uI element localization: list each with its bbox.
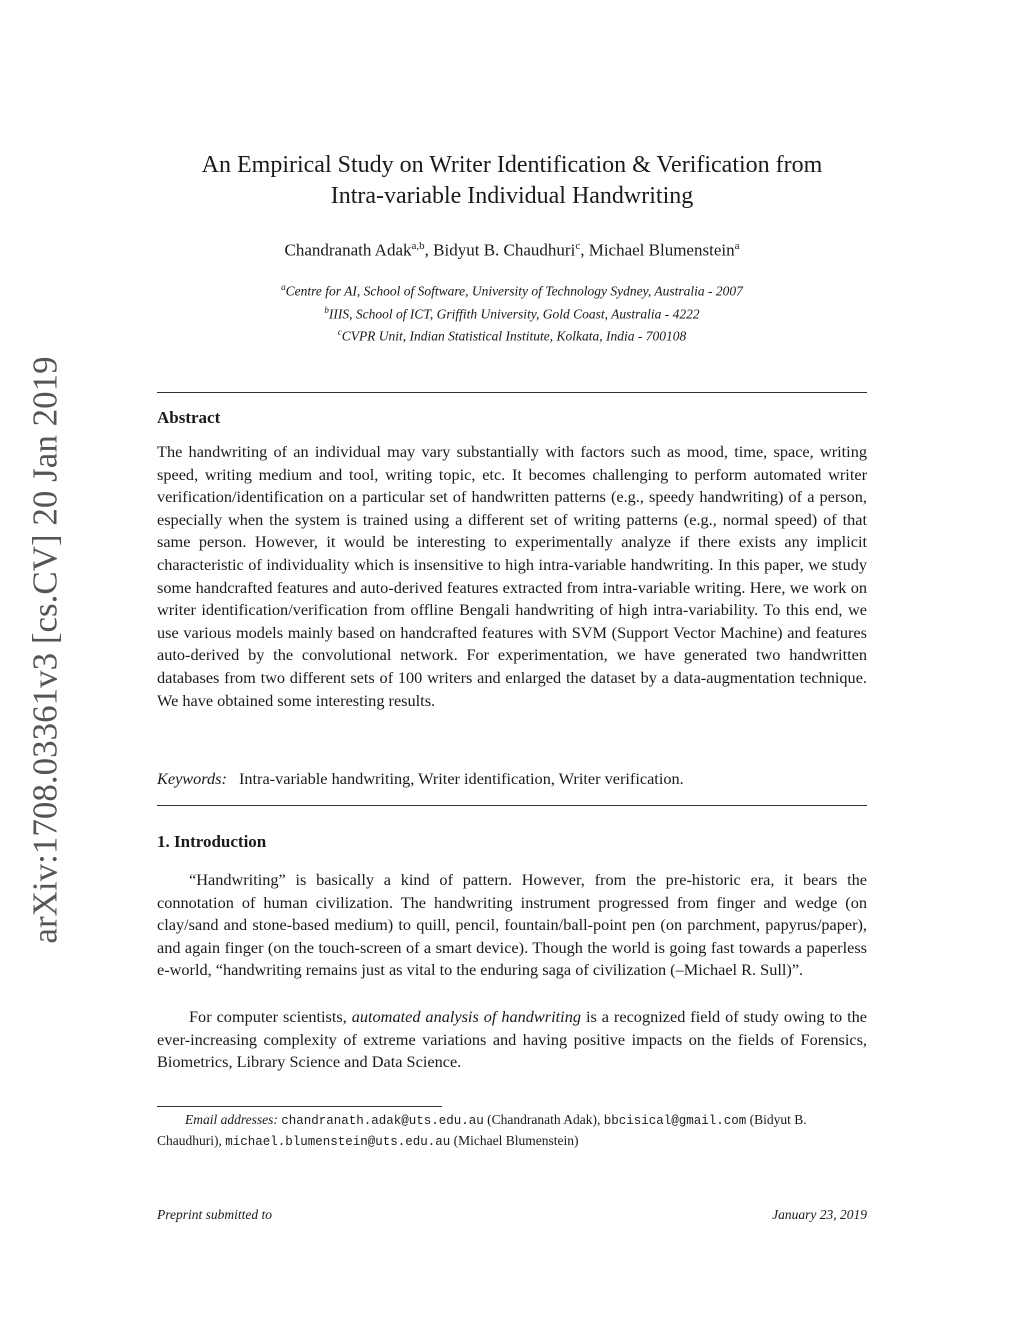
arxiv-identifier[interactable]: arXiv:1708.03361v3 [cs.CV] 20 Jan 2019 bbox=[26, 356, 65, 944]
arxiv-sidebar bbox=[16, 356, 76, 944]
section-heading-introduction: 1. Introduction bbox=[157, 832, 267, 851]
affiliation-text: IIIS, School of ICT, Griffith University, Gold Coast, Australia - 4222 bbox=[328, 306, 700, 321]
author-name: Bidyut B. Chaudhuri bbox=[433, 240, 576, 260]
title-line-1: An Empirical Study on Writer Identification & Verification from bbox=[201, 152, 823, 178]
keywords-text: Intra-variable handwriting, Writer identification, Writer verification. bbox=[238, 769, 684, 788]
footnote-label: Email addresses: bbox=[185, 1112, 278, 1127]
email-link[interactable]: chandranath.adak@uts.edu.au bbox=[281, 1114, 484, 1128]
email-link[interactable]: michael.blumenstein@uts.edu.au bbox=[225, 1135, 451, 1149]
submission-date: January 23, 2019 bbox=[772, 1207, 867, 1222]
author-list: Chandranath Adak$^{a,b}$, Bidyut B. Chaudhuri$^c$, Michael Blumenstein$^a$ bbox=[284, 240, 740, 260]
abstract-top-rule bbox=[157, 392, 867, 393]
affiliation-sup: c bbox=[337, 327, 342, 337]
author-name: Michael Blumenstein bbox=[588, 240, 735, 260]
author-affil-sup: a,b bbox=[411, 240, 425, 252]
intro-paragraph-1: “Handwriting” is basically a kind of pattern. However, from the pre-historic era, it bears the connotation of human civilization. The handwriting instrument progressed from finger and wedge (on clay/sand and stone-based medium) to quill, pencil, fountain/ball-point pen (on parchment, papyrus/paper), and again finger (on the touch-screen of a smart device). Though the world is going fast towards a paperless e-world, “handwriting remains just as vital to the enduring saga of civilization (–Michael R. Sull)”. bbox=[157, 870, 867, 980]
footnote-rule bbox=[157, 1106, 442, 1107]
preprint-note: Preprint submitted to bbox=[157, 1207, 272, 1222]
affiliation-text: Centre for AI, School of Software, University of Technology Sydney, Australia - 2007 bbox=[285, 283, 743, 299]
email-owner: (Bidyut B. Chaudhuri), bbox=[157, 1112, 807, 1148]
abstract-heading: Abstract bbox=[157, 408, 221, 427]
title-line-2: Intra-variable Individual Handwriting bbox=[330, 183, 694, 209]
affiliation bbox=[150, 278, 874, 301]
email-link[interactable]: bbcisical@gmail.com bbox=[603, 1114, 747, 1128]
abstract-bottom-rule bbox=[157, 805, 867, 806]
abstract-text: The handwriting of an individual may vary substantially with factors such as mood, time, space, writing speed, writing medium and tool, writing topic, etc. It becomes challenging to perform automated writer verification/identification on a particular set of handwritten patterns (e.g., speedy handwriting) of a person, especially when the system is trained using a different set of writing patterns (e.g., normal speed) of that same person. However, it would be interesting to experimentally analyze if there exists any implicit characteristic of individuality which is insensitive to high intra-variable handwriting. In this paper, we study some handcrafted features and auto-derived features extracted from intra-variable writing. Here, we work on writer identification/verification from offline Bengali handwriting of high intra-variability. To this end, we use various models mainly based on handcrafted features with SVM (Support Vector Machine) and features auto-derived by the convolutional network. For experimentation, we have generated two handwritten databases from two different sets of 100 writers and enlarged the dataset by a data-augmentation technique. We have obtained some interesting results. bbox=[157, 442, 867, 710]
paper-title bbox=[150, 150, 874, 212]
intro-text: is a recognized field of study owing to the ever-increasing complexity of extreme variations and having positive impacts on the fields of Forensics, Biometrics, Library Science and Data Science. bbox=[157, 1007, 868, 1072]
author-name: Chandranath Adak bbox=[284, 240, 412, 260]
email-owner: (Michael Blumenstein) bbox=[453, 1133, 579, 1148]
email-owner: (Chandranath Adak), bbox=[487, 1112, 601, 1127]
affiliation-list bbox=[150, 278, 874, 346]
intro-emphasis: automated analysis of handwriting bbox=[351, 1007, 581, 1026]
affiliation bbox=[150, 301, 874, 324]
footnote-emails bbox=[157, 1110, 867, 1152]
affiliation bbox=[150, 323, 874, 346]
keywords bbox=[157, 769, 867, 789]
author-affil-sup: c bbox=[575, 240, 581, 252]
author-affil-sup: a bbox=[734, 240, 740, 252]
affiliation-sup: b bbox=[324, 304, 329, 315]
keywords-label: Keywords: bbox=[157, 769, 227, 788]
intro-text: For computer scientists, bbox=[189, 1007, 352, 1026]
intro-paragraph-2 bbox=[157, 1006, 867, 1074]
affiliation-sup: a bbox=[281, 282, 286, 292]
affiliation-text: CVPR Unit, Indian Statistical Institute, Kolkata, India - 700108 bbox=[341, 328, 687, 344]
